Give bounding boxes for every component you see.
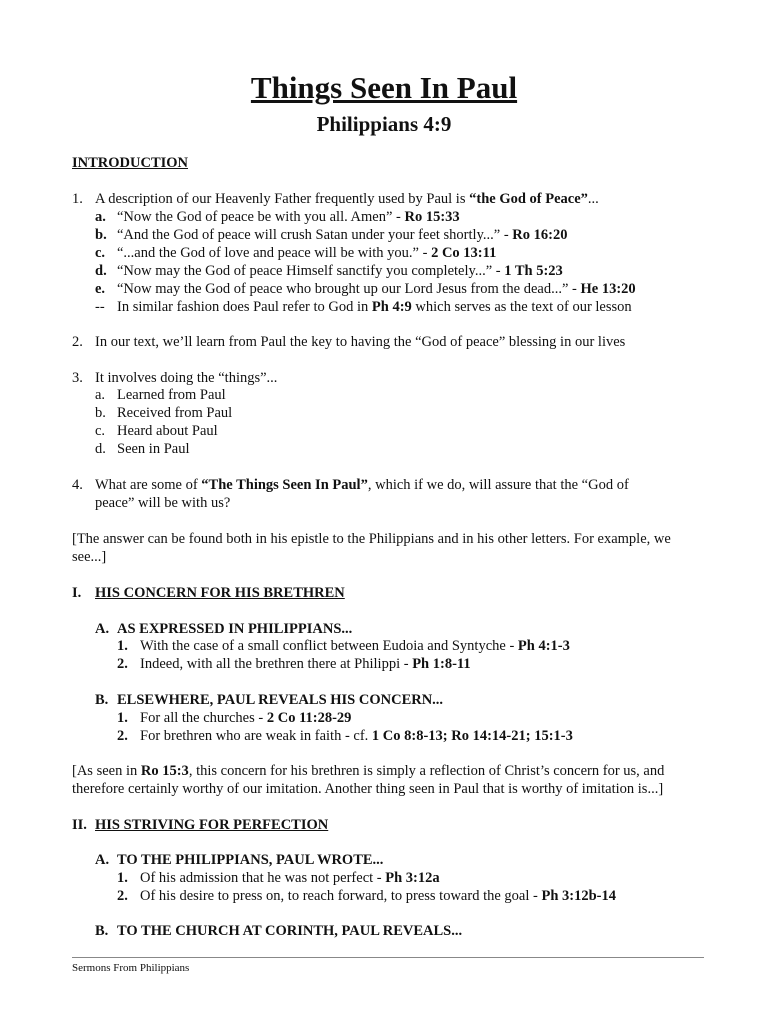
- section2-a-heading: TO THE PHILIPPIANS, PAUL WROTE...: [117, 852, 384, 868]
- section1-b-item: For all the churches - 2 Co 11:28-29: [140, 710, 352, 726]
- intro-p1-item: “Now may the God of peace who brought up our Lord Jesus from the dead...” - He 13:20: [117, 281, 636, 297]
- section1-b-item: For brethren who are weak in faith - cf. 1 Co 8:8-13; Ro 14:14-21; 15:1-3: [140, 728, 573, 744]
- section2-b-heading: TO THE CHURCH AT CORINTH, PAUL REVEALS...: [117, 923, 463, 939]
- section2-num: II.: [72, 817, 87, 833]
- section1-b-heading: ELSEWHERE, PAUL REVEALS HIS CONCERN...: [117, 692, 444, 708]
- intro-p4-num: 4.: [72, 477, 83, 493]
- section1-a-item: With the case of a small conflict between Eudoia and Syntyche - Ph 4:1-3: [140, 638, 570, 654]
- section1-a-item-marker: 2.: [117, 656, 128, 672]
- intro-bracket-line1: [The answer can be found both in his epistle to the Philippians and in his other letters. For example, we: [72, 531, 671, 547]
- intro-p3-item-marker: b.: [95, 405, 106, 421]
- intro-p4: What are some of “The Things Seen In Paul”, which if we do, will assure that the “God of: [95, 477, 629, 493]
- intro-p3-item: Seen in Paul: [117, 441, 190, 457]
- intro-p3-item-marker: c.: [95, 423, 106, 439]
- intro-p3-item-marker: a.: [95, 387, 106, 403]
- intro-p1-item: “...and the God of love and peace will be with you.” - 2 Co 13:11: [117, 245, 497, 261]
- section1-b-marker: B.: [95, 692, 109, 708]
- intro-p1-dash: In similar fashion does Paul refer to God in Ph 4:9 which serves as the text of our lesson: [117, 299, 632, 315]
- page-title: Things Seen In Paul: [250, 70, 518, 105]
- intro-p1-item: “Now may the God of peace Himself sanctify you completely...” - 1 Th 5:23: [117, 263, 563, 279]
- section2-a-item-marker: 2.: [117, 888, 128, 904]
- intro-p2: In our text, we’ll learn from Paul the key to having the “God of peace” blessing in our lives: [95, 334, 626, 350]
- section1-heading: HIS CONCERN FOR HIS BRETHREN: [95, 585, 345, 601]
- intro-p1-item: “And the God of peace will crush Satan under your feet shortly...” - Ro 16:20: [117, 227, 568, 243]
- intro-p1-item-marker: a.: [95, 209, 106, 225]
- intro-p1-item-marker: c.: [95, 245, 106, 261]
- intro-p4-line2: peace” will be with us?: [95, 495, 231, 511]
- intro-p1-dash-marker: --: [95, 299, 105, 315]
- section1-a-heading: AS EXPRESSED IN PHILIPPIANS...: [117, 621, 353, 637]
- section2-heading: HIS STRIVING FOR PERFECTION: [95, 817, 329, 833]
- intro-p1-item-marker: b.: [95, 227, 107, 243]
- intro-p3: It involves doing the “things”...: [95, 370, 278, 386]
- section2-a-item-marker: 1.: [117, 870, 128, 886]
- intro-p1-item-marker: e.: [95, 281, 106, 297]
- section1-bracket-line2: therefore certainly worthy of our imitation. Another thing seen in Paul that is worthy of imitation is...]: [72, 781, 664, 797]
- intro-p3-item: Learned from Paul: [117, 387, 226, 403]
- intro-p1-item-marker: d.: [95, 263, 107, 279]
- section1-a-item: Indeed, with all the brethren there at Philippi - Ph 1:8-11: [140, 656, 471, 672]
- section2-a-item: Of his admission that he was not perfect - Ph 3:12a: [140, 870, 440, 886]
- section1-num: I.: [72, 585, 82, 601]
- intro-p3-item-marker: d.: [95, 441, 106, 457]
- section1-b-item-marker: 1.: [117, 710, 128, 726]
- intro-p3-item: Received from Paul: [117, 405, 233, 421]
- intro-p1: A description of our Heavenly Father frequently used by Paul is “the God of Peace”...: [95, 191, 599, 207]
- intro-p1-num: 1.: [72, 191, 83, 207]
- footer-divider: [72, 957, 704, 958]
- section2-a-item: Of his desire to press on, to reach forward, to press toward the goal - Ph 3:12b-14: [140, 888, 616, 904]
- intro-p3-item: Heard about Paul: [117, 423, 218, 439]
- page-subtitle: Philippians 4:9: [316, 112, 452, 136]
- page-footer: Sermons From Philippians: [72, 962, 190, 974]
- intro-p1-item: “Now the God of peace be with you all. Amen” - Ro 15:33: [117, 209, 460, 225]
- section1-b-item-marker: 2.: [117, 728, 128, 744]
- section1-a-item-marker: 1.: [117, 638, 128, 654]
- section1-a-marker: A.: [95, 621, 110, 637]
- section2-b-marker: B.: [95, 923, 109, 939]
- intro-heading: INTRODUCTION: [72, 155, 189, 171]
- section2-a-marker: A.: [95, 852, 110, 868]
- intro-p3-num: 3.: [72, 370, 83, 386]
- intro-bracket-line2: see...]: [72, 549, 107, 565]
- intro-p2-num: 2.: [72, 334, 83, 350]
- section1-bracket-line1: [As seen in Ro 15:3, this concern for his brethren is simply a reflection of Christ’s concern for us, and: [72, 763, 665, 779]
